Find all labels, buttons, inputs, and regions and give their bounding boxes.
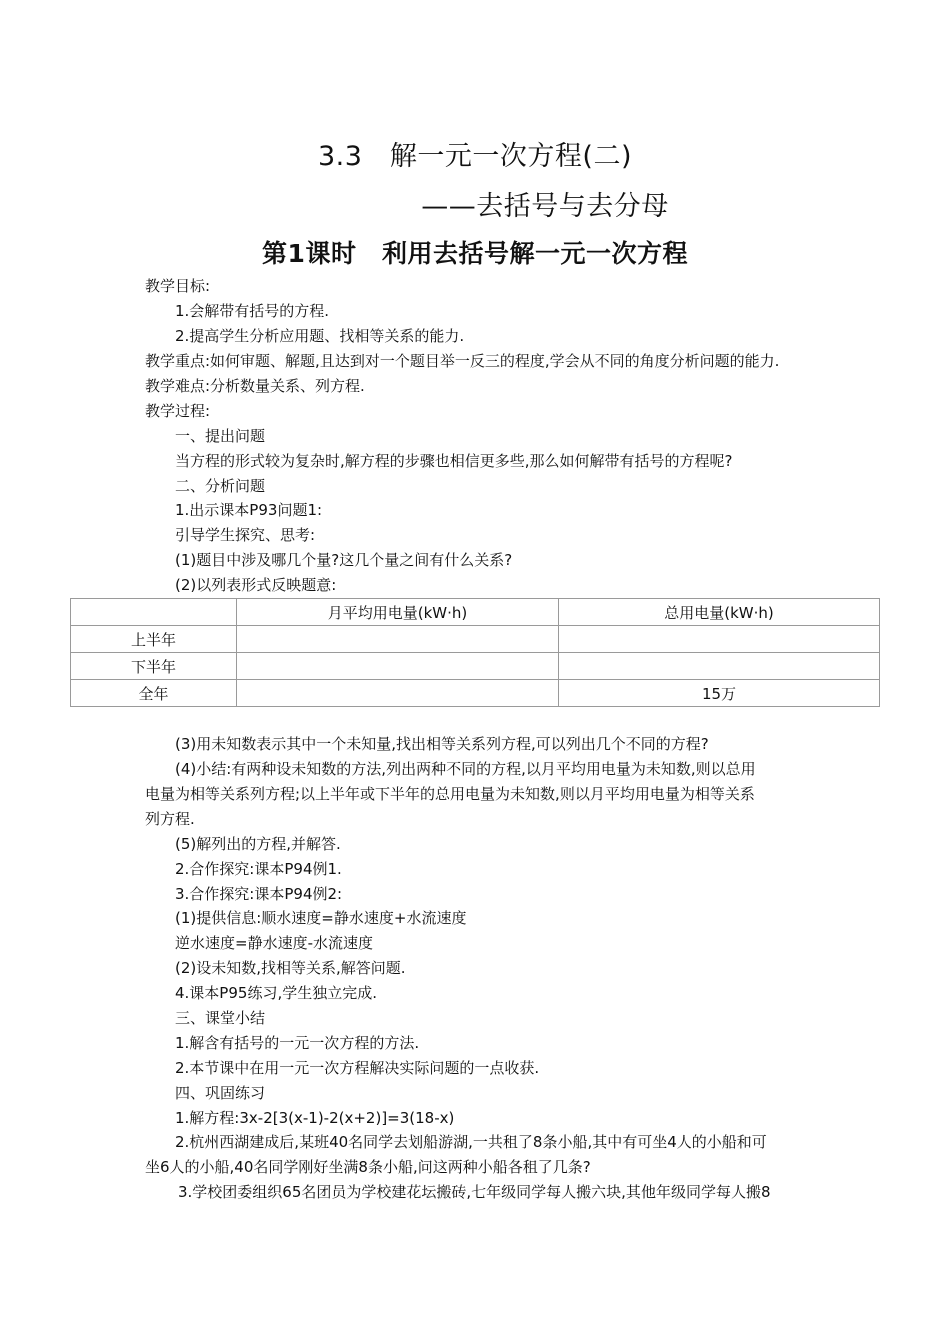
lesson-title: 第1课时 利用去括号解一元一次方程 [262, 239, 688, 268]
text-line: 2.本节课中在用一元一次方程解决实际问题的一点收获. [175, 1059, 540, 1077]
text-line: (1)题目中涉及哪几个量?这几个量之间有什么关系? [175, 551, 513, 569]
table-cell: 全年 [71, 680, 237, 707]
table-row [71, 626, 880, 653]
text-line: 教学目标: [145, 277, 211, 295]
text-line: 3.学校团委组织65名团员为学校建花坛搬砖,七年级同学每人搬六块,其他年级同学每人搬8 [178, 1183, 771, 1201]
text-line: (3)用未知数表示其中一个未知量,找出相等关系列方程,可以列出几个不同的方程? [175, 735, 709, 753]
text-line: 电量为相等关系列方程;以上半年或下半年的总用电量为未知数,则以月平均用电量为相等关系 [145, 785, 755, 803]
text-line: 1.解方程:3x-2[3(x-1)-2(x+2)]=3(18-x) [175, 1109, 455, 1127]
text-line: (2)以列表形式反映题意: [175, 576, 337, 594]
page-title: 3.3 解一元一次方程(二) [317, 141, 632, 172]
text-line: 4.课本P95练习,学生独立完成. [175, 984, 377, 1002]
text-line: (5)解列出的方程,并解答. [175, 835, 341, 853]
text-line: 1.出示课本P93问题1: [175, 501, 323, 519]
section-heading: 一、提出问题 [175, 427, 266, 445]
text-line: 当方程的形式较为复杂时,解方程的步骤也相信更多些,那么如何解带有括号的方程呢? [175, 452, 733, 470]
electricity-table [70, 598, 880, 707]
section-heading: 二、分析问题 [175, 477, 266, 495]
table-header-row [71, 599, 880, 626]
text-line: 2.杭州西湖建成后,某班40名同学去划船游湖,一共租了8条小船,其中有可坐4人的小船和可 [175, 1133, 767, 1151]
section-heading: 四、巩固练习 [175, 1084, 266, 1102]
table-header-cell [71, 599, 237, 626]
text-line: 教学难点:分析数量关系、列方程. [145, 377, 365, 395]
table-cell: 上半年 [71, 626, 237, 653]
table-cell: 下半年 [71, 653, 237, 680]
section-heading: 三、课堂小结 [175, 1009, 266, 1027]
text-line: 坐6人的小船,40名同学刚好坐满8条小船,问这两种小船各租了几条? [145, 1158, 591, 1176]
text-line: 2.提高学生分析应用题、找相等关系的能力. [175, 327, 465, 345]
text-line: 引导学生探究、思考: [175, 526, 316, 544]
text-line: 3.合作探究:课本P94例2: [175, 885, 343, 903]
text-line: 1.解含有括号的一元一次方程的方法. [175, 1034, 420, 1052]
page-subtitle: ——去括号与去分母 [421, 191, 669, 222]
table-cell: 15万 [559, 680, 880, 707]
table-row [71, 653, 880, 680]
text-line: 教学过程: [145, 402, 211, 420]
text-line: (1)提供信息:顺水速度=静水速度+水流速度 [175, 909, 467, 927]
text-line: 1.会解带有括号的方程. [175, 302, 330, 320]
table-row [71, 680, 880, 707]
text-line: (4)小结:有两种设未知数的方法,列出两种不同的方程,以月平均用电量为未知数,则以总用 [175, 760, 756, 778]
table-header-cell: 月平均用电量(kW·h) [237, 599, 559, 626]
text-line: (2)设未知数,找相等关系,解答问题. [175, 959, 406, 977]
text-line: 教学重点:如何审题、解题,且达到对一个题目举一反三的程度,学会从不同的角度分析问题的能力. [145, 352, 780, 370]
table-cell [559, 653, 880, 680]
table-cell [237, 626, 559, 653]
text-line: 2.合作探究:课本P94例1. [175, 860, 342, 878]
table-cell [237, 680, 559, 707]
table-cell [559, 626, 880, 653]
text-line: 逆水速度=静水速度-水流速度 [175, 934, 373, 952]
text-line: 列方程. [145, 810, 195, 828]
table-header-cell: 总用电量(kW·h) [559, 599, 880, 626]
table-cell [237, 653, 559, 680]
